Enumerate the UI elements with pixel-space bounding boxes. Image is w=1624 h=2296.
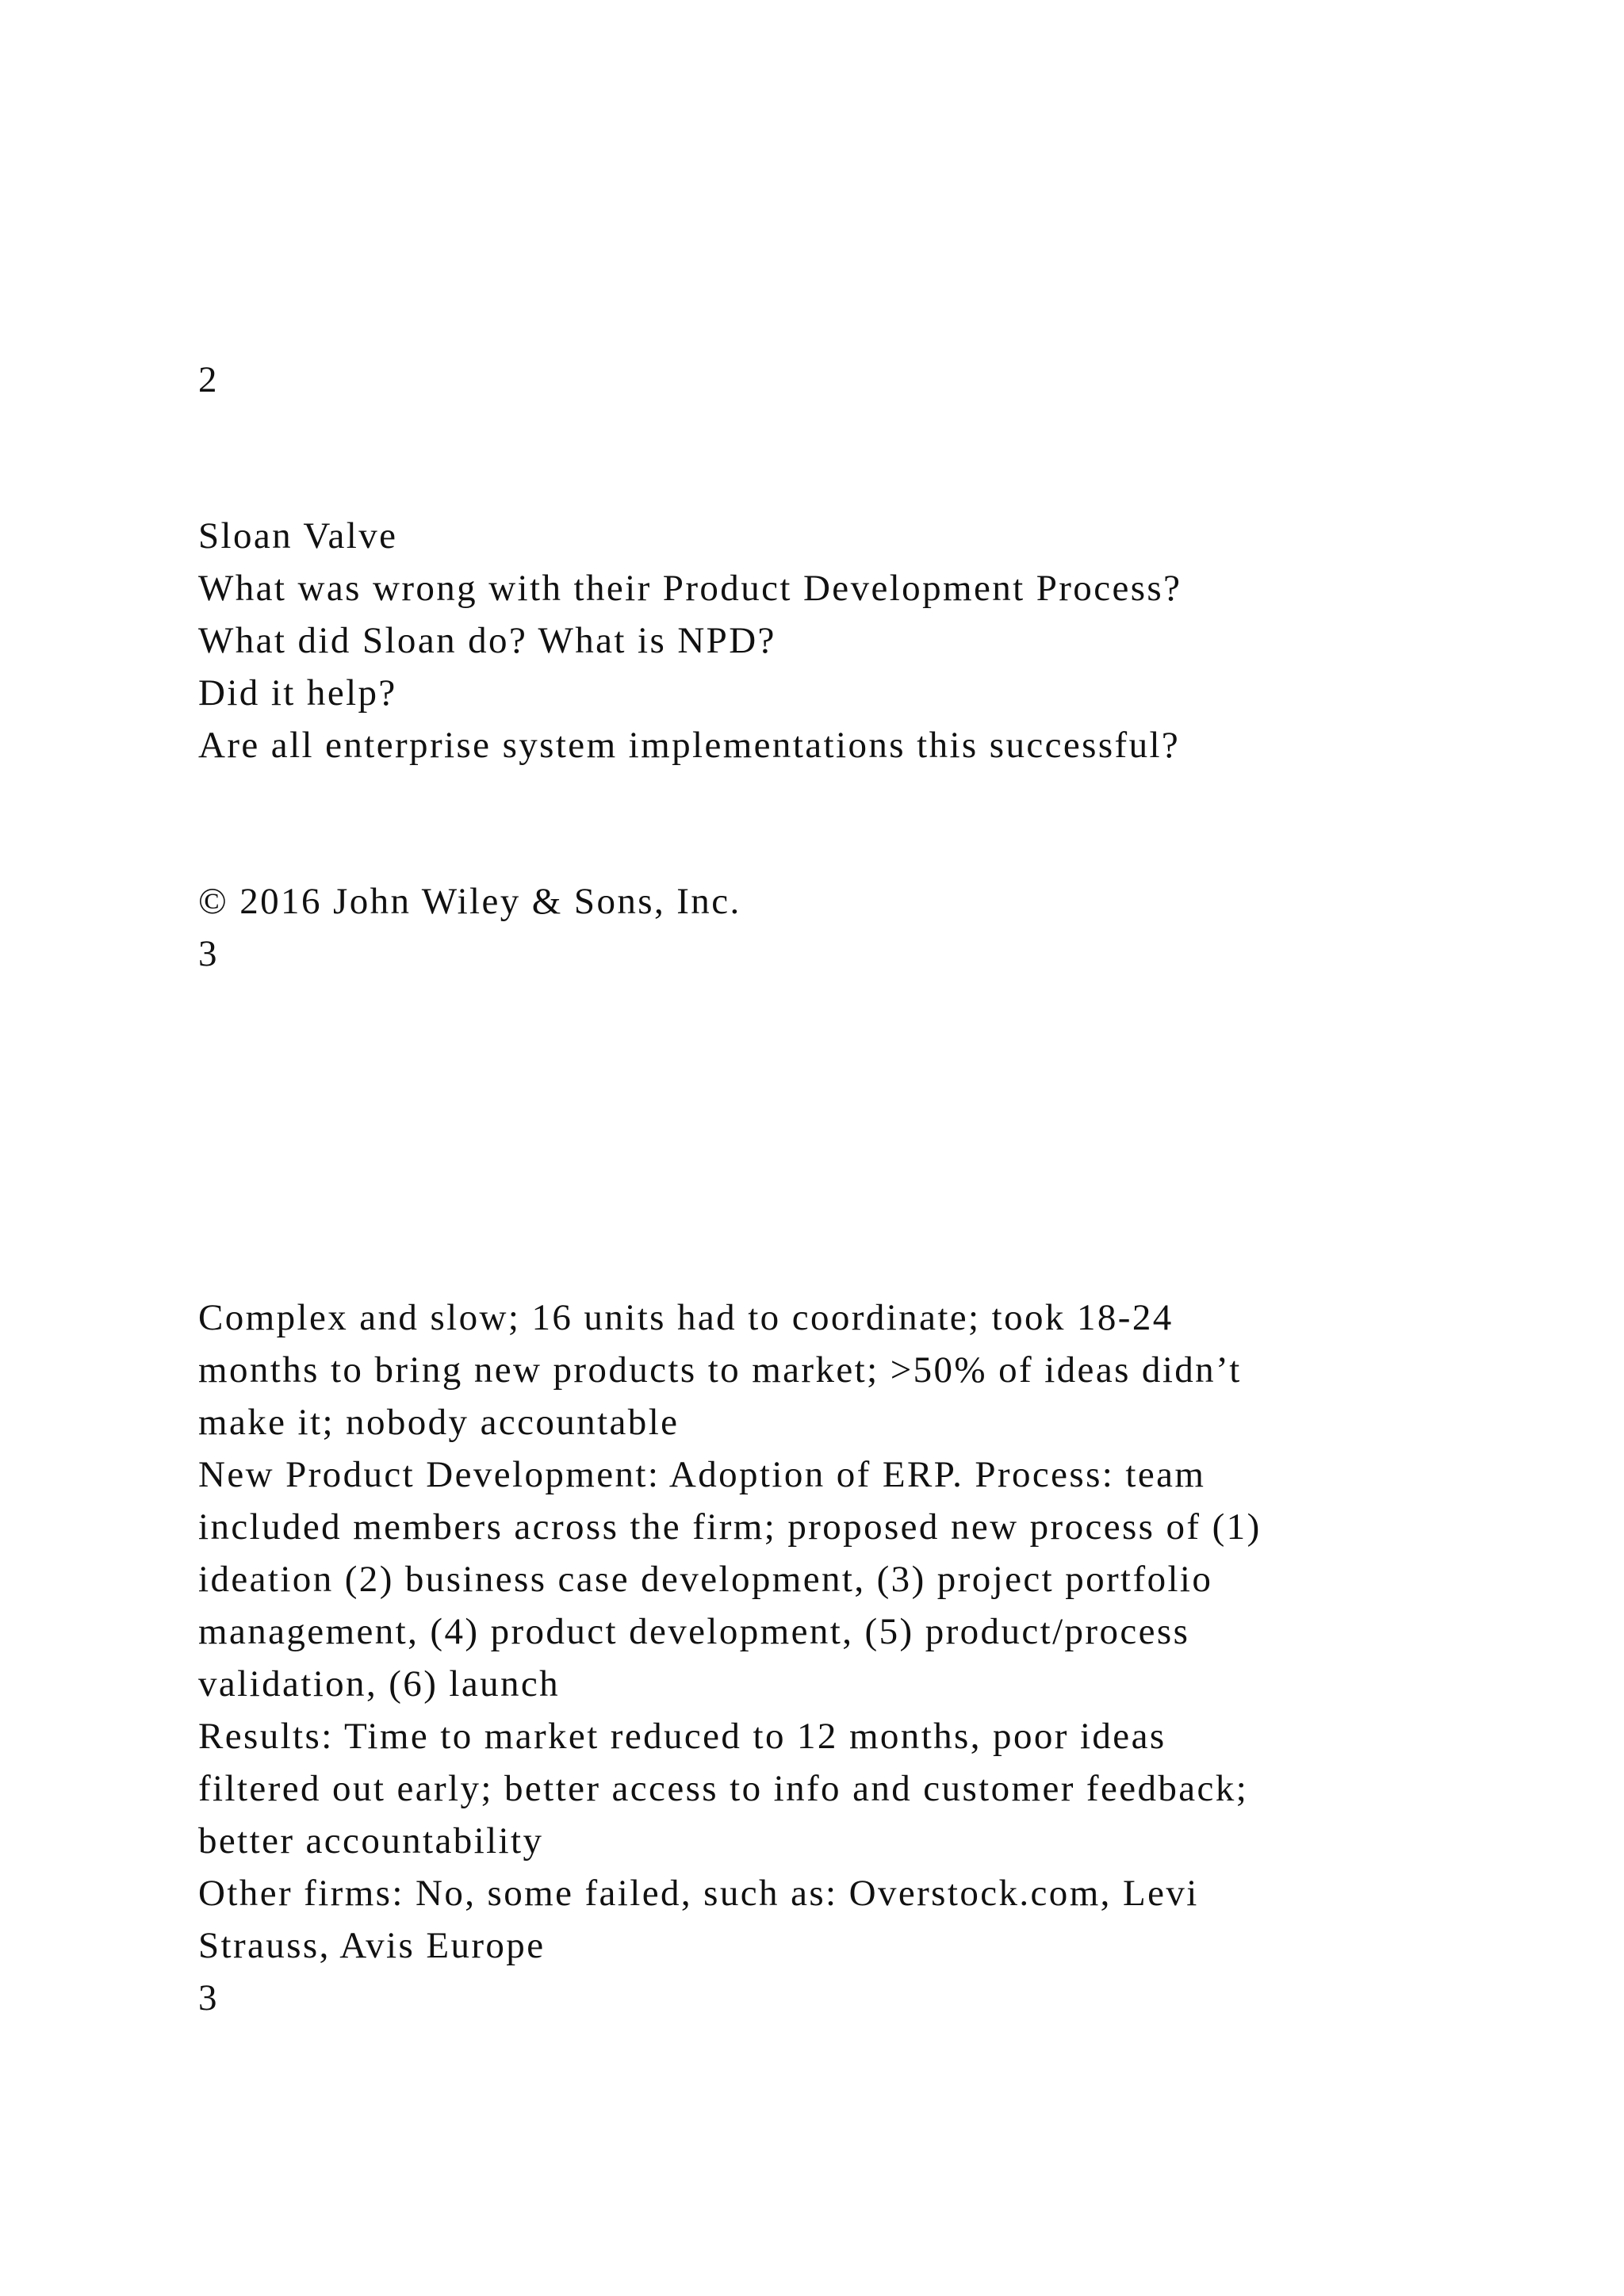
slide-number: 3 [198, 933, 219, 974]
notes-line: Strauss, Avis Europe [198, 1925, 546, 1966]
notes-line: included members across the firm; proposed new process of (1) [198, 1506, 1262, 1548]
notes-line: New Product Development: Adoption of ERP. Process: team [198, 1454, 1206, 1495]
notes-slide-number: 3 [198, 1977, 219, 2019]
notes-line: Results: Time to market reduced to 12 months, poor ideas [198, 1716, 1166, 1757]
question-line: Are all enterprise system implementations this successful? [198, 725, 1181, 766]
notes-line: make it; nobody accountable [198, 1402, 680, 1443]
notes-line: Other firms: No, some failed, such as: Overstock.com, Levi [198, 1873, 1199, 1914]
copyright: © 2016 John Wiley & Sons, Inc. [198, 881, 741, 922]
notes-line: ideation (2) business case development, (3) project portfolio [198, 1559, 1213, 1600]
notes-line: Complex and slow; 16 units had to coordinate; took 18-24 [198, 1297, 1174, 1338]
page-number-top: 2 [198, 359, 219, 400]
notes-line: filtered out early; better access to info and customer feedback; [198, 1768, 1249, 1809]
notes-line: better accountability [198, 1820, 544, 1862]
notes-line: validation, (6) launch [198, 1663, 561, 1705]
question-line: Did it help? [198, 672, 397, 714]
question-line: What did Sloan do? What is NPD? [198, 620, 776, 661]
slide-title: Sloan Valve [198, 515, 398, 557]
notes-line: management, (4) product development, (5) product/process [198, 1611, 1190, 1652]
question-line: What was wrong with their Product Development Process? [198, 568, 1182, 609]
notes-line: months to bring new products to market; >50% of ideas didn’t [198, 1349, 1242, 1391]
